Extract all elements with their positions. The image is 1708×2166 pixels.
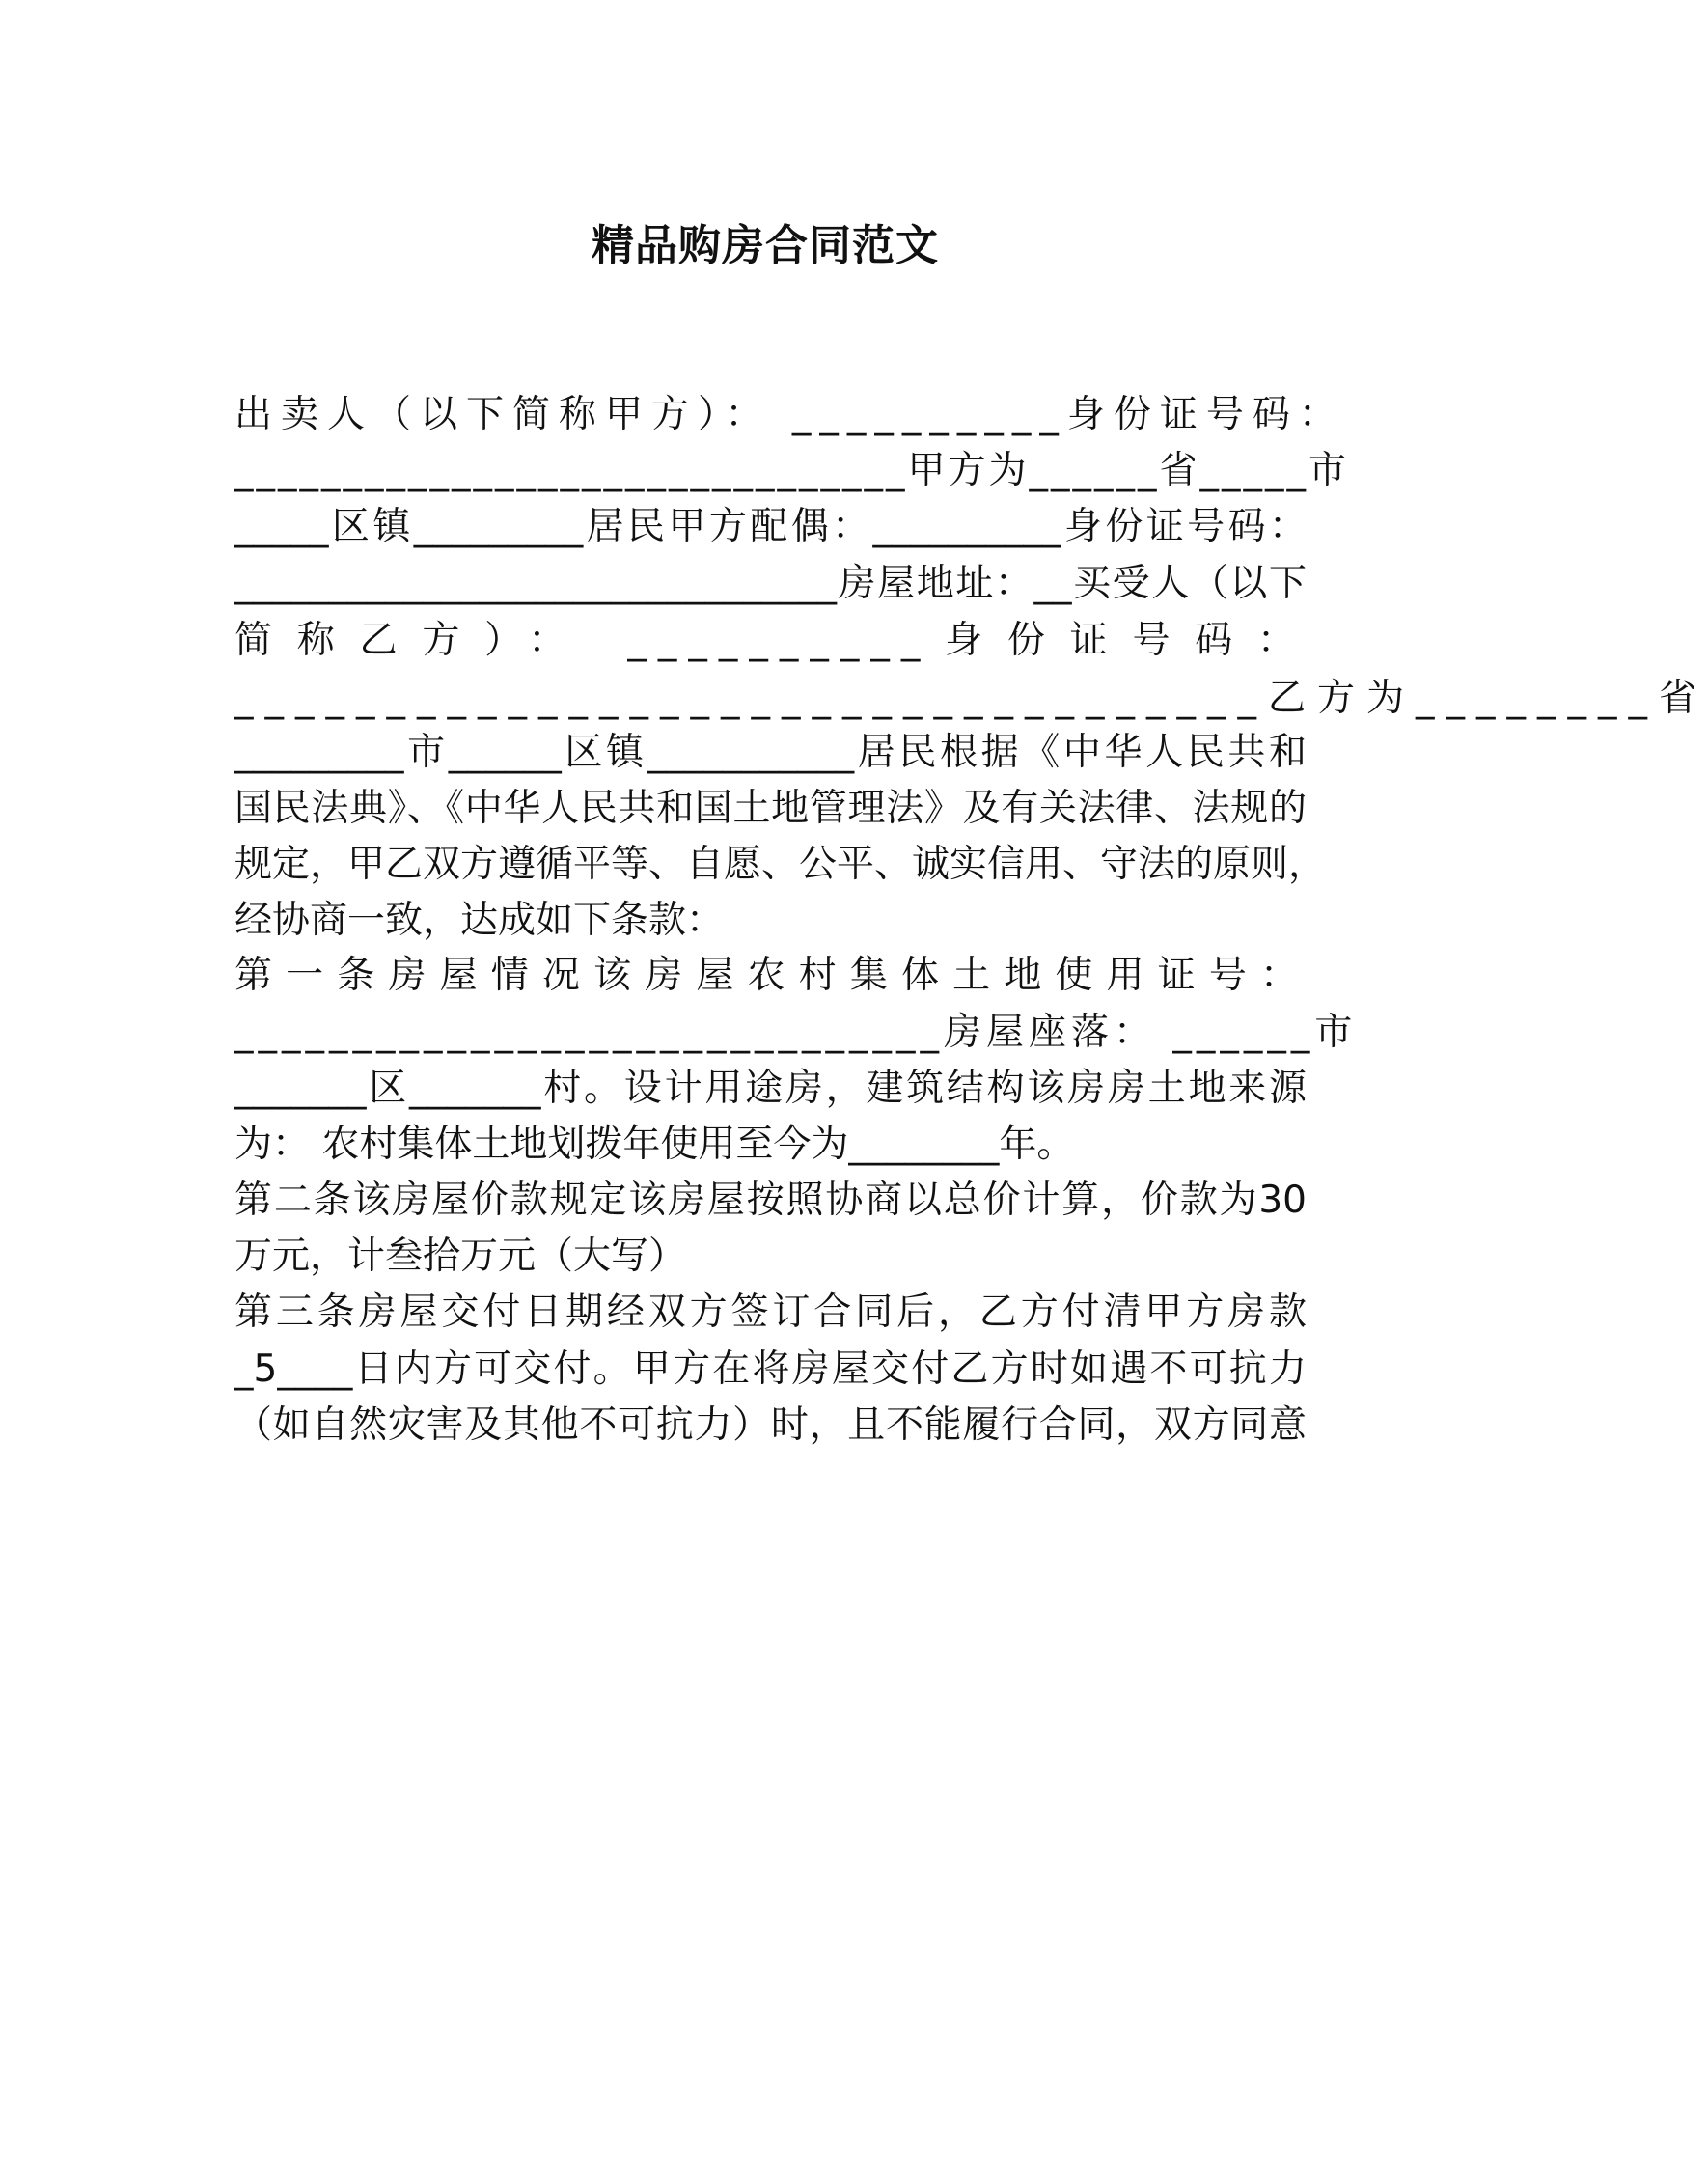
contract-line-house-address-buyer: ________________________________房屋地址：__买受人（以下: [234, 562, 1307, 605]
contract-line-buyer: 简称乙方）： __________身份证号码：: [234, 619, 1307, 662]
clause-1-line-1: 第一条房屋情况该房屋农村集体土地使用证号：: [234, 954, 1307, 997]
clause-2-line-1: 第二条该房屋价款规定该房屋按照协商以总价计算，价款为30: [234, 1179, 1307, 1222]
clause-3-line-2: _5____日内方可交付。甲方在将房屋交付乙方时如遇不可抗力: [234, 1347, 1307, 1391]
contract-line-legal-basis-1: _________市______区镇___________居民根据《中华人民共和: [234, 731, 1307, 774]
contract-line-buyer-address: __________________________________乙方为________省: [234, 677, 1708, 720]
contract-line-seller: 出卖人（以下简称甲方）： __________身份证号码：: [234, 393, 1345, 436]
clause-3-line-1: 第三条房屋交付日期经双方签订合同后，乙方付清甲方房款: [234, 1291, 1307, 1334]
clause-3-line-3: （如自然灾害及其他不可抗力）时，且不能履行合同，双方同意: [234, 1403, 1307, 1447]
document-title: 精品购房合同范文: [592, 221, 939, 270]
contract-line-seller-spouse: _____区镇_________居民甲方配偶：__________身份证号码：: [234, 505, 1307, 548]
contract-line-legal-basis-2: 国民法典》、《中华人民共和国土地管理法》及有关法律、法规的: [234, 787, 1307, 830]
clause-1-line-3: _______区_______村。设计用途房，建筑结构该房房土地来源: [234, 1067, 1307, 1110]
contract-line-seller-address: _______________________________甲方为______省_____市: [234, 449, 1350, 492]
clause-1-line-4: 为： 农村集体土地划拨年使用至今为________年。: [234, 1123, 1075, 1166]
clause-2-line-2: 万元，计叁拾万元（大写）: [234, 1235, 687, 1278]
clause-1-line-2: ______________________________房屋座落： ______市: [234, 1011, 1358, 1054]
contract-line-agreement: 经协商一致，达成如下条款：: [234, 899, 725, 942]
contract-line-legal-basis-3: 规定，甲乙双方遵循平等、自愿、公平、诚实信用、守法的原则，: [234, 843, 1327, 886]
